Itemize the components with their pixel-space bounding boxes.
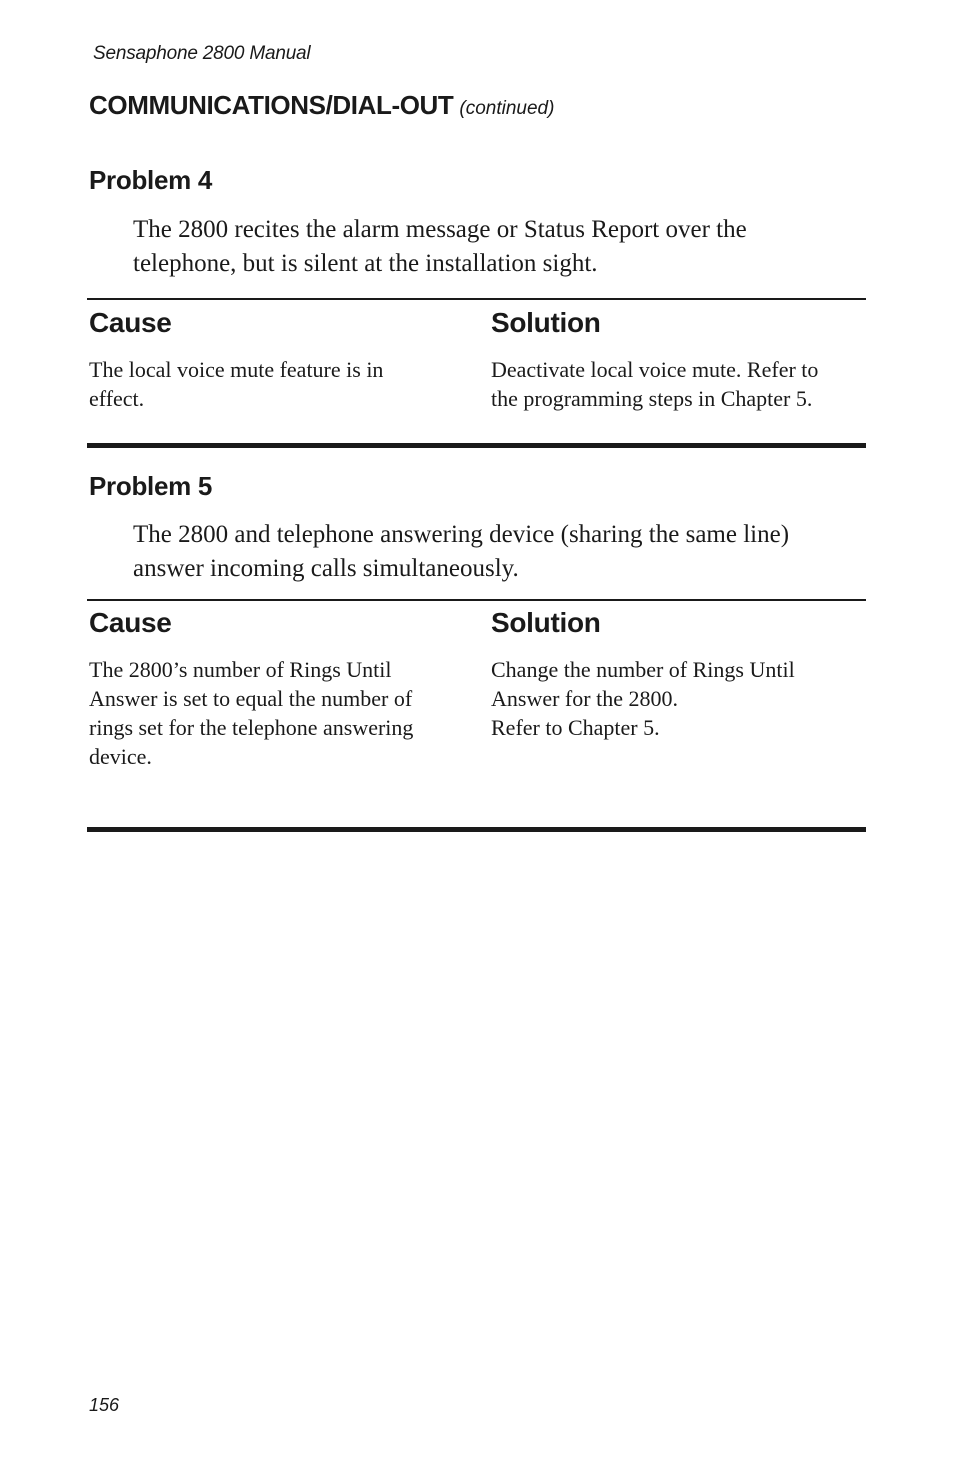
solution-header: Solution <box>491 307 601 338</box>
section-title-text: COMMUNICATIONS/DIAL-OUT <box>89 90 454 120</box>
table-top-rule <box>87 599 866 601</box>
table-bottom-rule <box>87 443 866 448</box>
page-number: 156 <box>89 1395 120 1415</box>
problem-5-description: The 2800 and telephone answering device (sharing the same line) answer incoming calls simultaneously. <box>133 521 790 582</box>
problem-5-heading: Problem 5 <box>89 471 213 501</box>
table-bottom-rule <box>87 827 866 832</box>
problem-4-cause: The local voice mute feature is in effect. <box>89 357 384 411</box>
solution-header: Solution <box>491 607 601 638</box>
problem-5-cause: The 2800’s number of Rings Until Answer is set to equal the number of rings set for the telephone answering device. <box>89 657 414 769</box>
table-top-rule <box>87 298 866 300</box>
cause-header: Cause <box>89 607 172 638</box>
problem-5-solution: Change the number of Rings Until Answer for the 2800. Refer to Chapter 5. <box>491 657 795 740</box>
cause-header: Cause <box>89 307 172 338</box>
continued-label: (continued) <box>459 98 555 119</box>
problem-4-description: The 2800 recites the alarm message or Status Report over the telephone, but is silent at the installation sight. <box>133 216 747 277</box>
problem-4-solution: Deactivate local voice mute. Refer to the programming steps in Chapter 5. <box>491 357 819 411</box>
running-head: Sensaphone 2800 Manual <box>93 43 311 64</box>
problem-4-heading: Problem 4 <box>89 165 213 195</box>
section-title <box>89 90 554 121</box>
